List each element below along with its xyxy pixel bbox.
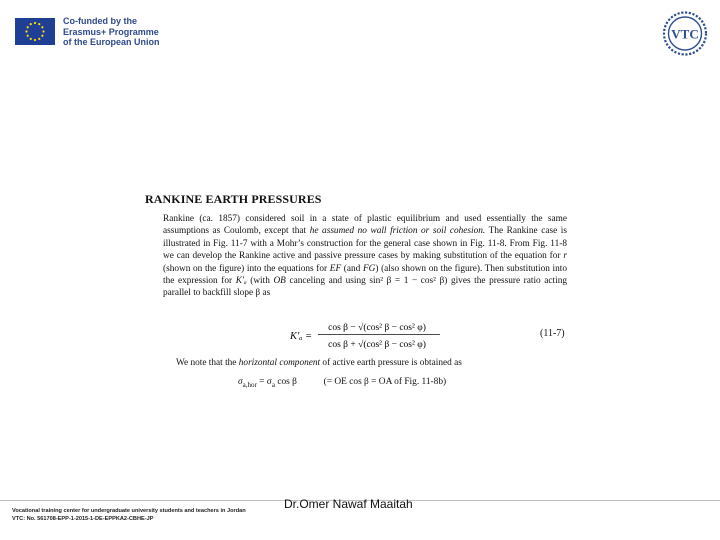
eu-funding-text bbox=[63, 16, 173, 48]
footer-line-1: Vocational training center for undergraduate university students and teachers in Jordan bbox=[12, 508, 246, 514]
eq1-numerator: cos β − √(cos² β − cos² φ) bbox=[328, 323, 426, 333]
note-text-2: of active earth pressure is obtained as bbox=[320, 358, 462, 368]
para-text-1: Rankine (ca. 1857) considered soil in a state of plastic equilibrium and used essentially the same assumptions as Coulomb, except that bbox=[163, 214, 567, 237]
eq1-denominator: cos β + √(cos² β − cos² φ) bbox=[328, 340, 426, 350]
vtc-logo bbox=[658, 11, 712, 56]
para-text-6: (with bbox=[246, 276, 274, 287]
section-heading: RANKINE EARTH PRESSURES bbox=[145, 192, 322, 206]
equation-11-7 bbox=[290, 319, 570, 353]
eu-star-icon bbox=[30, 23, 32, 25]
para-var-ef: EF bbox=[329, 263, 342, 274]
eu-stars-icon bbox=[15, 18, 55, 45]
note-paragraph bbox=[176, 357, 566, 369]
equation-number: (11-7) bbox=[540, 328, 565, 339]
eq2-rhs: cos β bbox=[274, 377, 297, 387]
para-var-ka: K′ₐ bbox=[235, 276, 247, 287]
eu-star-icon bbox=[38, 38, 40, 40]
eu-flag-logo bbox=[15, 18, 55, 45]
note-text-1: We note that the bbox=[176, 358, 239, 368]
vtc-logo-text: VTC bbox=[671, 26, 699, 42]
eu-line-1: Co-funded by the bbox=[63, 16, 137, 26]
eu-star-icon bbox=[42, 30, 44, 32]
eu-star-icon bbox=[34, 22, 36, 24]
eu-line-2: Erasmus+ Programme bbox=[63, 26, 159, 37]
para-var-fg: FG bbox=[362, 263, 376, 274]
body-paragraph bbox=[163, 213, 567, 300]
para-var-ob: OB bbox=[273, 276, 286, 287]
author-name: Dr.Omer Nawaf Maaitah bbox=[284, 497, 413, 511]
document-body bbox=[145, 192, 570, 300]
para-text-7: canceling and using sin² β = 1 − cos² β) gives the pressure ratio acting parallel to backfill slope β as bbox=[163, 276, 567, 299]
para-italic-assumption: he assumed no wall friction or soil cohesion. bbox=[309, 226, 486, 237]
eu-star-icon bbox=[34, 39, 36, 41]
para-text-3: (shown on the figure) into the equations for bbox=[163, 263, 330, 274]
eu-star-icon bbox=[30, 38, 32, 40]
eq2-mid-sub: a bbox=[271, 380, 275, 389]
para-text-5: ) (also shown on the figure). Then substitution into the expression for bbox=[163, 263, 567, 287]
eu-star-icon bbox=[27, 35, 29, 37]
eu-star-icon bbox=[25, 30, 27, 32]
eq2-lhs-sub: a,hor bbox=[242, 380, 257, 389]
eq1-lhs: K′ₐ = bbox=[290, 331, 313, 342]
footer-line-2: VTC: No. 561708-EPP-1-2015-1-DE-EPPKA2-CBHE-JP bbox=[12, 516, 154, 522]
eq2-mid: = σ bbox=[256, 377, 272, 387]
para-var-r: r bbox=[563, 251, 567, 262]
note-italic: horizontal component bbox=[238, 358, 321, 368]
eu-star-icon bbox=[41, 26, 43, 28]
equation-horizontal-component bbox=[238, 377, 446, 389]
para-text-4: (and bbox=[341, 263, 363, 274]
eu-line-3: of the European Union bbox=[63, 37, 160, 47]
eq2-paren: (= OE cos β = OA of Fig. 11-8b) bbox=[323, 377, 447, 387]
eu-star-icon bbox=[41, 35, 43, 37]
eu-star-icon bbox=[27, 26, 29, 28]
para-text-2: The Rankine case is illustrated in Fig. 11-7 with a Mohr’s construction for the general case shown in Fig. 11-8. From Fig. 11-8 we can develop the Rankine active and passive pressure cases by making substitution of the equation for bbox=[163, 226, 567, 262]
eu-star-icon bbox=[38, 23, 40, 25]
footer-project-info bbox=[12, 507, 246, 523]
eq2-sigma: σ bbox=[238, 377, 243, 387]
